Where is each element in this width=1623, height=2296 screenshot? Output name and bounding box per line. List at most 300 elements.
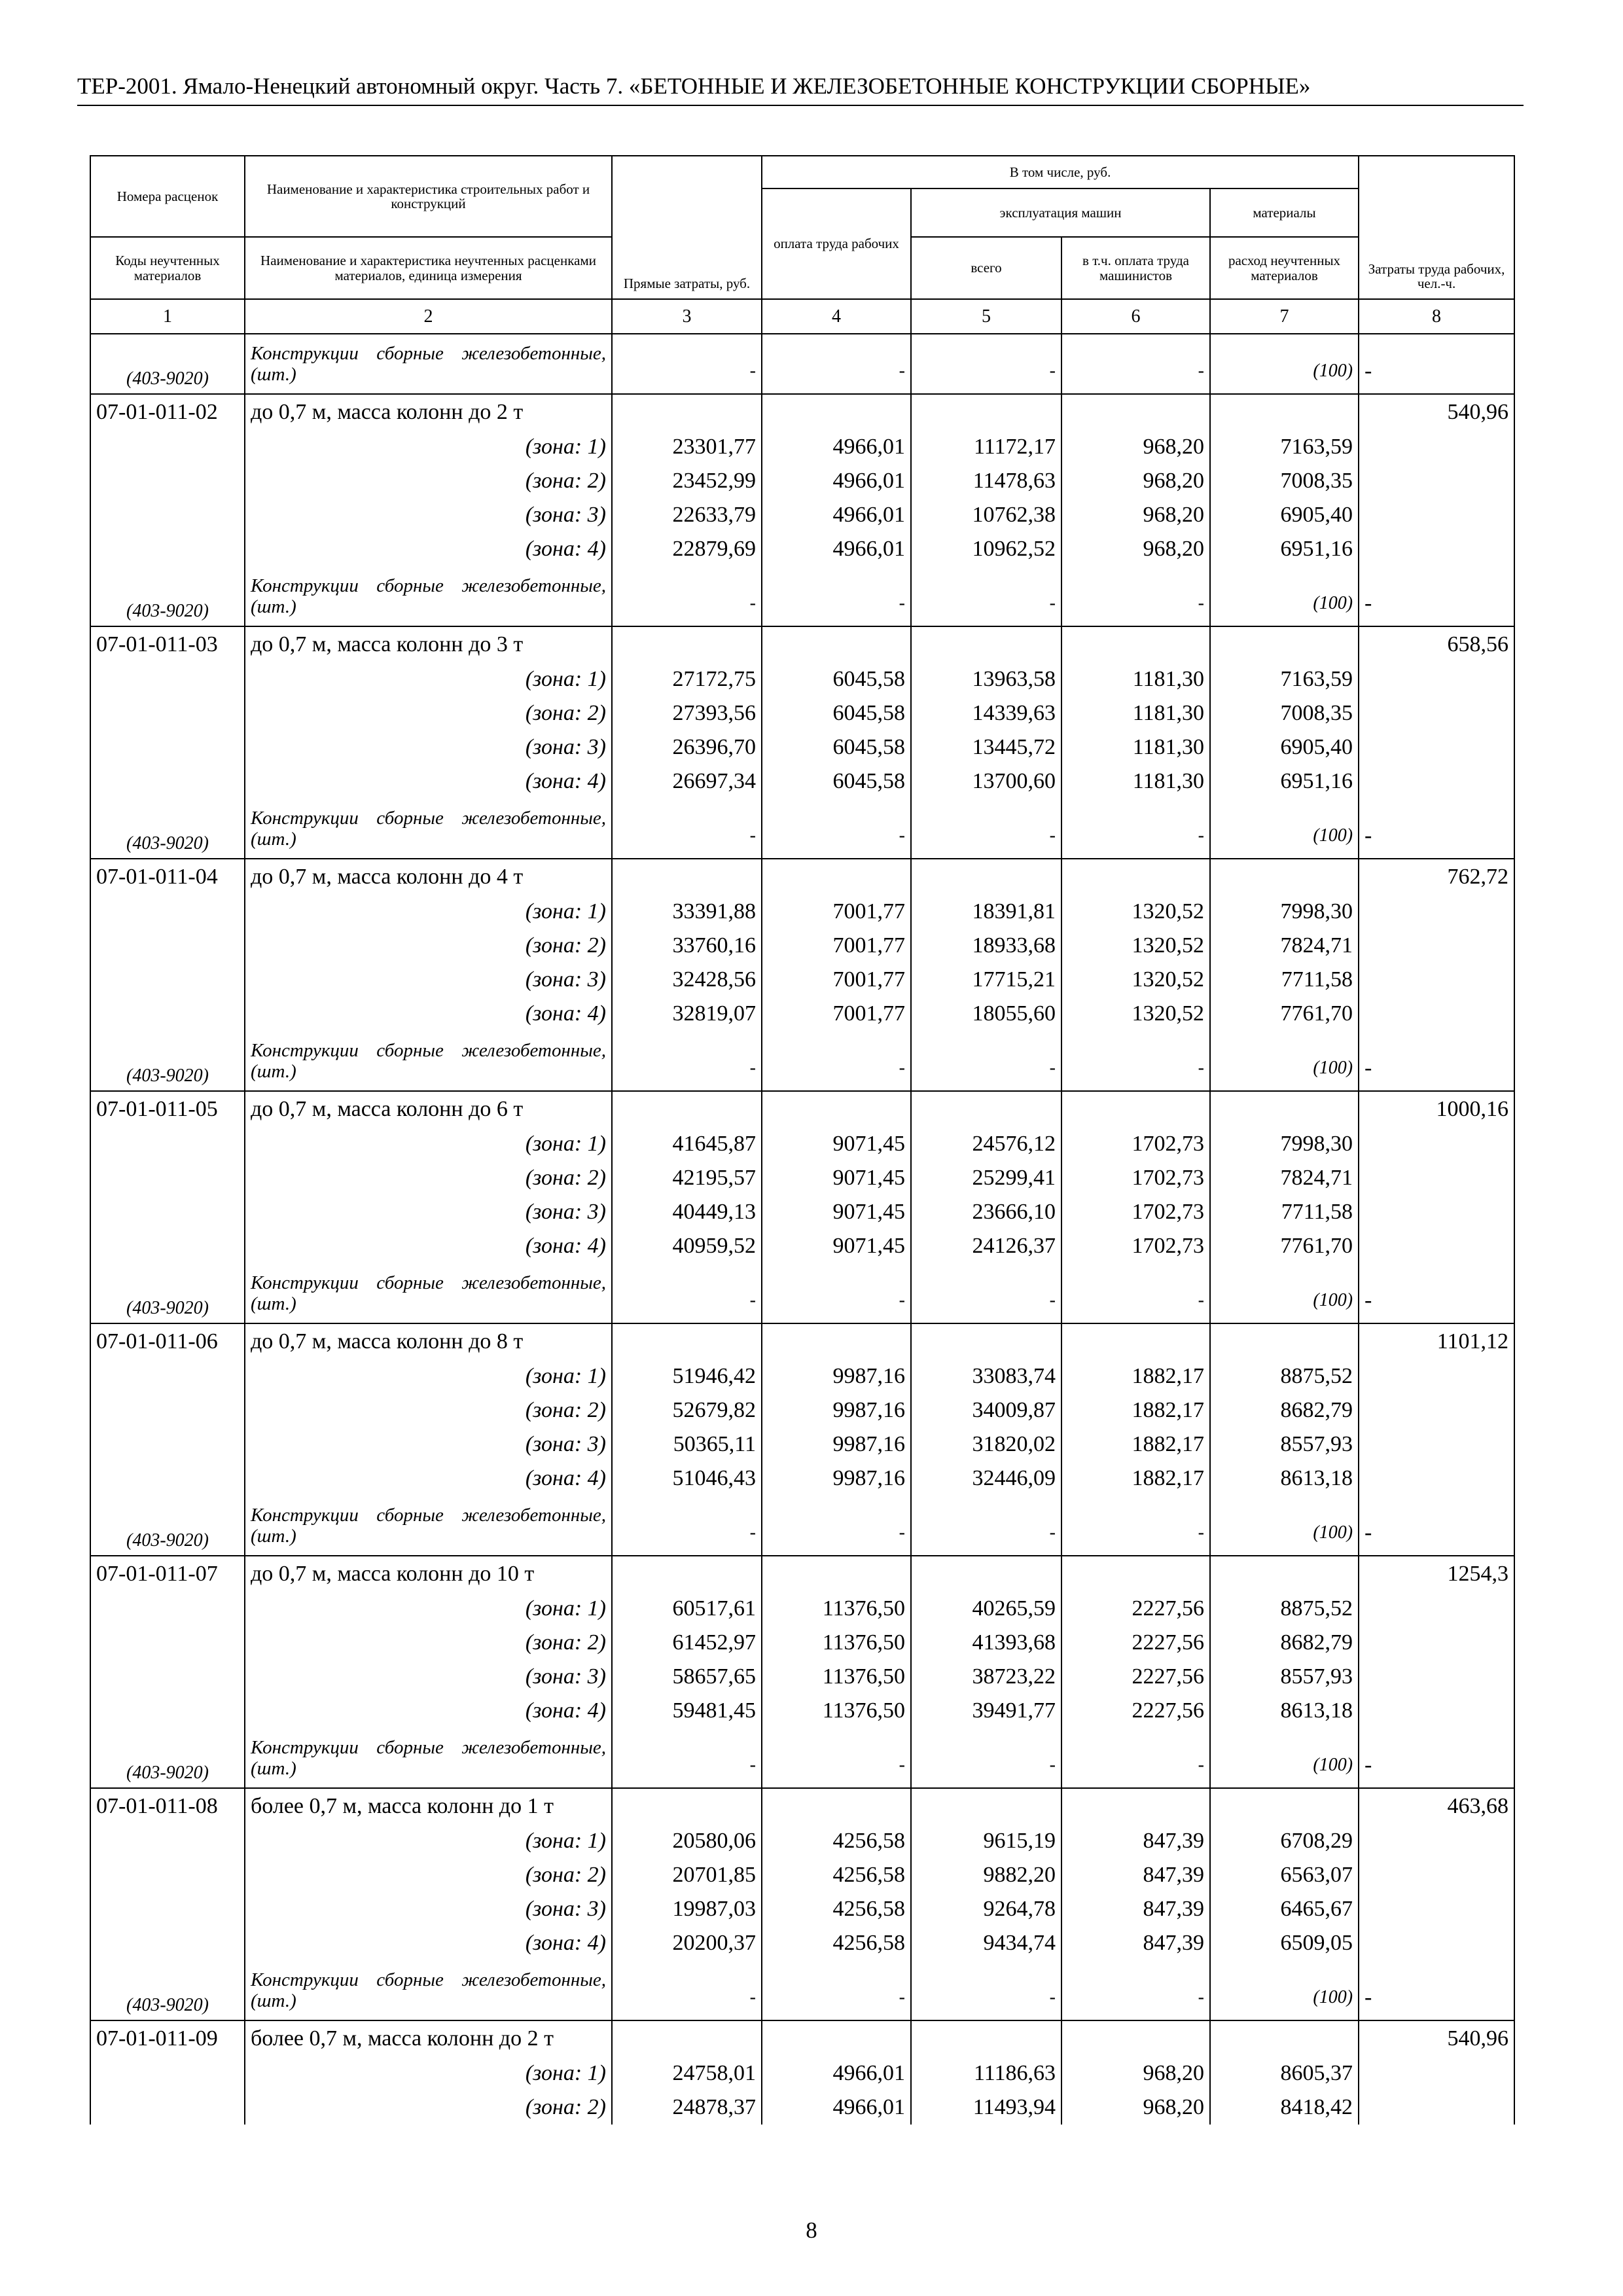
empty-cell bbox=[90, 1161, 245, 1195]
empty-cell bbox=[1359, 1592, 1514, 1626]
labor-costs-value: 540,96 bbox=[1359, 394, 1514, 430]
machinist-pay-value: 968,20 bbox=[1061, 464, 1210, 498]
zone-label: (зона: 3) bbox=[245, 963, 612, 997]
empty-cell bbox=[90, 464, 245, 498]
machines-total-value: 39491,77 bbox=[911, 1694, 1061, 1728]
empty-cell bbox=[1359, 764, 1514, 798]
column-number: 3 bbox=[612, 299, 762, 334]
direct-costs-value: - bbox=[612, 334, 762, 394]
machines-total-value: 32446,09 bbox=[911, 1462, 1061, 1496]
empty-cell bbox=[90, 963, 245, 997]
zone-row bbox=[90, 662, 1514, 696]
materials-value: 7998,30 bbox=[1210, 1127, 1359, 1161]
empty-cell bbox=[90, 1462, 245, 1496]
direct-costs-value: 42195,57 bbox=[612, 1161, 762, 1195]
zone-row bbox=[90, 2090, 1514, 2125]
labor-costs-value: - bbox=[1359, 334, 1514, 394]
machinist-pay-value: 1702,73 bbox=[1061, 1127, 1210, 1161]
empty-cell bbox=[90, 929, 245, 963]
zone-row bbox=[90, 532, 1514, 566]
column-number: 5 bbox=[911, 299, 1061, 334]
zone-label: (зона: 4) bbox=[245, 532, 612, 566]
machinist-pay-value: 847,39 bbox=[1061, 1824, 1210, 1858]
direct-costs-value: - bbox=[612, 566, 762, 626]
zone-label: (зона: 2) bbox=[245, 696, 612, 730]
labor-pay-value: 7001,77 bbox=[762, 929, 911, 963]
machinist-pay-value: - bbox=[1061, 334, 1210, 394]
direct-costs-value: 23301,77 bbox=[612, 430, 762, 464]
zone-label: (зона: 4) bbox=[245, 1462, 612, 1496]
labor-pay-value: 4966,01 bbox=[762, 498, 911, 532]
material-code: (403-9020) bbox=[90, 1960, 245, 2020]
material-row bbox=[90, 334, 1514, 394]
zone-label: (зона: 4) bbox=[245, 997, 612, 1031]
zone-row bbox=[90, 764, 1514, 798]
direct-costs-value: 52679,82 bbox=[612, 1393, 762, 1427]
zone-row bbox=[90, 730, 1514, 764]
rate-code: 07-01-011-06 bbox=[90, 1323, 245, 1359]
labor-pay-value: 9987,16 bbox=[762, 1359, 911, 1393]
empty-cell bbox=[1210, 1323, 1359, 1359]
empty-cell bbox=[90, 532, 245, 566]
empty-cell bbox=[911, 626, 1061, 662]
labor-pay-value: 4256,58 bbox=[762, 1858, 911, 1892]
direct-costs-value: 32819,07 bbox=[612, 997, 762, 1031]
machines-total-value: 33083,74 bbox=[911, 1359, 1061, 1393]
labor-pay-value: - bbox=[762, 798, 911, 859]
machines-total-value: 40265,59 bbox=[911, 1592, 1061, 1626]
machinist-pay-value: - bbox=[1061, 798, 1210, 859]
labor-costs-value: 1000,16 bbox=[1359, 1091, 1514, 1127]
direct-costs-value: 20701,85 bbox=[612, 1858, 762, 1892]
rate-row bbox=[90, 1788, 1514, 1824]
zone-row bbox=[90, 696, 1514, 730]
labor-pay-value: - bbox=[762, 1496, 911, 1556]
empty-cell bbox=[90, 430, 245, 464]
machines-total-value: 34009,87 bbox=[911, 1393, 1061, 1427]
labor-costs-value: 1254,3 bbox=[1359, 1556, 1514, 1592]
empty-cell bbox=[1210, 1788, 1359, 1824]
machines-total-value: 18933,68 bbox=[911, 929, 1061, 963]
materials-value: 8613,18 bbox=[1210, 1694, 1359, 1728]
empty-cell bbox=[1061, 2020, 1210, 2056]
zone-label: (зона: 1) bbox=[245, 1824, 612, 1858]
labor-pay-value: 9071,45 bbox=[762, 1195, 911, 1229]
empty-cell bbox=[911, 394, 1061, 430]
materials-value: 8418,42 bbox=[1210, 2090, 1359, 2125]
header-unaccounted-materials: расход неучтенных материалов bbox=[1210, 237, 1359, 299]
machinist-pay-value: - bbox=[1061, 1496, 1210, 1556]
zone-row bbox=[90, 1926, 1514, 1960]
empty-cell bbox=[1359, 963, 1514, 997]
zone-label: (зона: 3) bbox=[245, 498, 612, 532]
empty-cell bbox=[90, 2056, 245, 2090]
direct-costs-value: 40959,52 bbox=[612, 1229, 762, 1263]
empty-cell bbox=[90, 1229, 245, 1263]
empty-cell bbox=[90, 498, 245, 532]
direct-costs-value: 27172,75 bbox=[612, 662, 762, 696]
labor-pay-value: - bbox=[762, 1031, 911, 1091]
materials-value: 6465,67 bbox=[1210, 1892, 1359, 1926]
material-consumption-value: (100) bbox=[1210, 1960, 1359, 2020]
empty-cell bbox=[762, 394, 911, 430]
machinist-pay-value: - bbox=[1061, 1728, 1210, 1788]
labor-pay-value: 6045,58 bbox=[762, 730, 911, 764]
material-code: (403-9020) bbox=[90, 1263, 245, 1323]
material-name: Конструкции сборные железобетонные, (шт.) bbox=[245, 798, 612, 859]
table-body bbox=[90, 334, 1514, 2125]
materials-value: 7998,30 bbox=[1210, 895, 1359, 929]
machinist-pay-value: 1320,52 bbox=[1061, 963, 1210, 997]
table-header bbox=[90, 156, 1514, 334]
machines-total-value: 9434,74 bbox=[911, 1926, 1061, 1960]
empty-cell bbox=[1359, 1626, 1514, 1660]
machinist-pay-value: 1702,73 bbox=[1061, 1195, 1210, 1229]
empty-cell bbox=[1210, 1091, 1359, 1127]
machinist-pay-value: 1702,73 bbox=[1061, 1229, 1210, 1263]
empty-cell bbox=[1359, 532, 1514, 566]
labor-pay-value: - bbox=[762, 1263, 911, 1323]
empty-cell bbox=[90, 1660, 245, 1694]
direct-costs-value: 20580,06 bbox=[612, 1824, 762, 1858]
zone-label: (зона: 1) bbox=[245, 2056, 612, 2090]
labor-pay-value: 11376,50 bbox=[762, 1660, 911, 1694]
zone-label: (зона: 2) bbox=[245, 1858, 612, 1892]
materials-value: 7761,70 bbox=[1210, 997, 1359, 1031]
machines-total-value: 18055,60 bbox=[911, 997, 1061, 1031]
material-code: (403-9020) bbox=[90, 1496, 245, 1556]
labor-costs-value: - bbox=[1359, 566, 1514, 626]
zone-row bbox=[90, 2056, 1514, 2090]
header-material-codes: Коды неучтенных материалов bbox=[90, 237, 245, 299]
empty-cell bbox=[90, 1824, 245, 1858]
labor-costs-value: 540,96 bbox=[1359, 2020, 1514, 2056]
machines-total-value: 17715,21 bbox=[911, 963, 1061, 997]
zone-row bbox=[90, 1229, 1514, 1263]
zone-row bbox=[90, 464, 1514, 498]
column-number: 2 bbox=[245, 299, 612, 334]
material-name: Конструкции сборные железобетонные, (шт.) bbox=[245, 566, 612, 626]
labor-costs-value: - bbox=[1359, 1728, 1514, 1788]
labor-costs-value: - bbox=[1359, 1263, 1514, 1323]
zone-label: (зона: 2) bbox=[245, 929, 612, 963]
material-code: (403-9020) bbox=[90, 798, 245, 859]
machines-total-value: 10762,38 bbox=[911, 498, 1061, 532]
empty-cell bbox=[90, 662, 245, 696]
machinist-pay-value: 968,20 bbox=[1061, 430, 1210, 464]
empty-cell bbox=[1359, 1229, 1514, 1263]
labor-pay-value: 9071,45 bbox=[762, 1161, 911, 1195]
machines-total-value: 13963,58 bbox=[911, 662, 1061, 696]
material-consumption-value: (100) bbox=[1210, 1496, 1359, 1556]
machines-total-value: 13445,72 bbox=[911, 730, 1061, 764]
material-name: Конструкции сборные железобетонные, (шт.) bbox=[245, 1496, 612, 1556]
machines-total-value: - bbox=[911, 334, 1061, 394]
empty-cell bbox=[1359, 2090, 1514, 2125]
empty-cell bbox=[1359, 1359, 1514, 1393]
labor-costs-value: - bbox=[1359, 1496, 1514, 1556]
rate-description: до 0,7 м, масса колонн до 3 т bbox=[245, 626, 612, 662]
empty-cell bbox=[90, 1694, 245, 1728]
empty-cell bbox=[1061, 626, 1210, 662]
zone-label: (зона: 1) bbox=[245, 895, 612, 929]
direct-costs-value: 61452,97 bbox=[612, 1626, 762, 1660]
zone-label: (зона: 1) bbox=[245, 1359, 612, 1393]
zone-row bbox=[90, 1660, 1514, 1694]
machines-total-value: 25299,41 bbox=[911, 1161, 1061, 1195]
zone-row bbox=[90, 895, 1514, 929]
material-name: Конструкции сборные железобетонные, (шт.) bbox=[245, 1263, 612, 1323]
header-machines: эксплуатация машин bbox=[911, 188, 1210, 237]
column-number: 4 bbox=[762, 299, 911, 334]
zone-row bbox=[90, 498, 1514, 532]
labor-pay-value: 9071,45 bbox=[762, 1229, 911, 1263]
header-divider bbox=[77, 105, 1524, 106]
machines-total-value: 13700,60 bbox=[911, 764, 1061, 798]
material-code: (403-9020) bbox=[90, 334, 245, 394]
materials-value: 8557,93 bbox=[1210, 1427, 1359, 1462]
materials-value: 6563,07 bbox=[1210, 1858, 1359, 1892]
direct-costs-value: 51046,43 bbox=[612, 1462, 762, 1496]
materials-value: 6905,40 bbox=[1210, 498, 1359, 532]
machinist-pay-value: 968,20 bbox=[1061, 2090, 1210, 2125]
labor-pay-value: 4966,01 bbox=[762, 430, 911, 464]
column-number: 7 bbox=[1210, 299, 1359, 334]
machinist-pay-value: 2227,56 bbox=[1061, 1694, 1210, 1728]
zone-row bbox=[90, 1824, 1514, 1858]
material-row bbox=[90, 798, 1514, 859]
empty-cell bbox=[612, 1323, 762, 1359]
labor-pay-value: 11376,50 bbox=[762, 1694, 911, 1728]
column-number: 6 bbox=[1061, 299, 1210, 334]
empty-cell bbox=[1359, 430, 1514, 464]
machines-total-value: - bbox=[911, 1728, 1061, 1788]
machines-total-value: - bbox=[911, 566, 1061, 626]
direct-costs-value: - bbox=[612, 1263, 762, 1323]
empty-cell bbox=[1359, 1195, 1514, 1229]
labor-costs-value: 1101,12 bbox=[1359, 1323, 1514, 1359]
header-rate-numbers: Номера расценок bbox=[90, 156, 245, 237]
machinist-pay-value: - bbox=[1061, 566, 1210, 626]
empty-cell bbox=[762, 859, 911, 895]
empty-cell bbox=[762, 2020, 911, 2056]
machines-total-value: - bbox=[911, 1031, 1061, 1091]
labor-costs-value: 658,56 bbox=[1359, 626, 1514, 662]
zone-row bbox=[90, 1592, 1514, 1626]
direct-costs-value: 19987,03 bbox=[612, 1892, 762, 1926]
header-including: В том числе, руб. bbox=[762, 156, 1359, 188]
labor-pay-value: 9987,16 bbox=[762, 1427, 911, 1462]
rate-description: до 0,7 м, масса колонн до 4 т bbox=[245, 859, 612, 895]
empty-cell bbox=[612, 1788, 762, 1824]
labor-pay-value: - bbox=[762, 334, 911, 394]
materials-value: 8605,37 bbox=[1210, 2056, 1359, 2090]
labor-pay-value: 4966,01 bbox=[762, 2056, 911, 2090]
zone-label: (зона: 1) bbox=[245, 430, 612, 464]
empty-cell bbox=[1210, 859, 1359, 895]
direct-costs-value: - bbox=[612, 1728, 762, 1788]
empty-cell bbox=[90, 2090, 245, 2125]
machines-total-value: 9882,20 bbox=[911, 1858, 1061, 1892]
empty-cell bbox=[1061, 1323, 1210, 1359]
machinist-pay-value: 1882,17 bbox=[1061, 1462, 1210, 1496]
machinist-pay-value: 1320,52 bbox=[1061, 997, 1210, 1031]
empty-cell bbox=[1061, 1556, 1210, 1592]
empty-cell bbox=[1359, 1926, 1514, 1960]
direct-costs-value: 20200,37 bbox=[612, 1926, 762, 1960]
zone-row bbox=[90, 1359, 1514, 1393]
material-code: (403-9020) bbox=[90, 566, 245, 626]
header-material-name: Наименование и характеристика неучтенных расценками материалов, единица измерения bbox=[245, 237, 612, 299]
machinist-pay-value: 1882,17 bbox=[1061, 1359, 1210, 1393]
material-code: (403-9020) bbox=[90, 1031, 245, 1091]
zone-row bbox=[90, 997, 1514, 1031]
material-name: Конструкции сборные железобетонные, (шт.) bbox=[245, 1728, 612, 1788]
material-name: Конструкции сборные железобетонные, (шт.) bbox=[245, 1960, 612, 2020]
direct-costs-value: 33760,16 bbox=[612, 929, 762, 963]
direct-costs-value: - bbox=[612, 1960, 762, 2020]
empty-cell bbox=[612, 2020, 762, 2056]
header-machines-total: всего bbox=[911, 237, 1061, 299]
empty-cell bbox=[90, 1858, 245, 1892]
materials-value: 6708,29 bbox=[1210, 1824, 1359, 1858]
empty-cell bbox=[1061, 859, 1210, 895]
zone-row bbox=[90, 1127, 1514, 1161]
materials-value: 7163,59 bbox=[1210, 430, 1359, 464]
zone-row bbox=[90, 963, 1514, 997]
machinist-pay-value: - bbox=[1061, 1960, 1210, 2020]
labor-pay-value: 4256,58 bbox=[762, 1926, 911, 1960]
empty-cell bbox=[90, 1427, 245, 1462]
empty-cell bbox=[612, 859, 762, 895]
material-consumption-value: (100) bbox=[1210, 1263, 1359, 1323]
machines-total-value: 23666,10 bbox=[911, 1195, 1061, 1229]
direct-costs-value: 59481,45 bbox=[612, 1694, 762, 1728]
column-number: 8 bbox=[1359, 299, 1514, 334]
empty-cell bbox=[90, 730, 245, 764]
header-work-name: Наименование и характеристика строительных работ и конструкций bbox=[245, 156, 612, 237]
empty-cell bbox=[90, 1926, 245, 1960]
direct-costs-value: - bbox=[612, 1031, 762, 1091]
direct-costs-value: 27393,56 bbox=[612, 696, 762, 730]
machines-total-value: - bbox=[911, 798, 1061, 859]
direct-costs-value: 33391,88 bbox=[612, 895, 762, 929]
machinist-pay-value: 1702,73 bbox=[1061, 1161, 1210, 1195]
materials-value: 7008,35 bbox=[1210, 696, 1359, 730]
labor-pay-value: - bbox=[762, 1960, 911, 2020]
rate-row bbox=[90, 1556, 1514, 1592]
material-row bbox=[90, 1031, 1514, 1091]
direct-costs-value: 40449,13 bbox=[612, 1195, 762, 1229]
rate-code: 07-01-011-05 bbox=[90, 1091, 245, 1127]
machines-total-value: 11478,63 bbox=[911, 464, 1061, 498]
materials-value: 7761,70 bbox=[1210, 1229, 1359, 1263]
materials-value: 7824,71 bbox=[1210, 1161, 1359, 1195]
labor-pay-value: - bbox=[762, 566, 911, 626]
empty-cell bbox=[762, 1788, 911, 1824]
empty-cell bbox=[762, 626, 911, 662]
rate-code: 07-01-011-03 bbox=[90, 626, 245, 662]
machinist-pay-value: 847,39 bbox=[1061, 1926, 1210, 1960]
machinist-pay-value: 2227,56 bbox=[1061, 1626, 1210, 1660]
machinist-pay-value: 1320,52 bbox=[1061, 895, 1210, 929]
materials-value: 7711,58 bbox=[1210, 1195, 1359, 1229]
empty-cell bbox=[90, 1592, 245, 1626]
materials-value: 6509,05 bbox=[1210, 1926, 1359, 1960]
empty-cell bbox=[1359, 1393, 1514, 1427]
empty-cell bbox=[762, 1091, 911, 1127]
rate-code: 07-01-011-08 bbox=[90, 1788, 245, 1824]
labor-pay-value: 6045,58 bbox=[762, 662, 911, 696]
machinist-pay-value: 2227,56 bbox=[1061, 1592, 1210, 1626]
rate-row bbox=[90, 626, 1514, 662]
zone-row bbox=[90, 1892, 1514, 1926]
direct-costs-value: 23452,99 bbox=[612, 464, 762, 498]
empty-cell bbox=[1359, 997, 1514, 1031]
zone-row bbox=[90, 1393, 1514, 1427]
machines-total-value: 41393,68 bbox=[911, 1626, 1061, 1660]
material-name: Конструкции сборные железобетонные, (шт.) bbox=[245, 334, 612, 394]
empty-cell bbox=[911, 1788, 1061, 1824]
empty-cell bbox=[1210, 394, 1359, 430]
materials-value: 7163,59 bbox=[1210, 662, 1359, 696]
material-row bbox=[90, 1960, 1514, 2020]
labor-pay-value: 9987,16 bbox=[762, 1462, 911, 1496]
materials-value: 7824,71 bbox=[1210, 929, 1359, 963]
machinist-pay-value: 1882,17 bbox=[1061, 1427, 1210, 1462]
machines-total-value: 10962,52 bbox=[911, 532, 1061, 566]
zone-label: (зона: 3) bbox=[245, 1427, 612, 1462]
labor-pay-value: 7001,77 bbox=[762, 895, 911, 929]
empty-cell bbox=[1210, 2020, 1359, 2056]
empty-cell bbox=[90, 1626, 245, 1660]
zone-label: (зона: 3) bbox=[245, 1892, 612, 1926]
direct-costs-value: 26396,70 bbox=[612, 730, 762, 764]
direct-costs-value: - bbox=[612, 798, 762, 859]
machines-total-value: 31820,02 bbox=[911, 1427, 1061, 1462]
empty-cell bbox=[1359, 1694, 1514, 1728]
direct-costs-value: 60517,61 bbox=[612, 1592, 762, 1626]
labor-costs-value: 463,68 bbox=[1359, 1788, 1514, 1824]
rate-description: более 0,7 м, масса колонн до 2 т bbox=[245, 2020, 612, 2056]
zone-row bbox=[90, 1161, 1514, 1195]
zone-label: (зона: 1) bbox=[245, 662, 612, 696]
labor-pay-value: 9071,45 bbox=[762, 1127, 911, 1161]
rate-row bbox=[90, 394, 1514, 430]
empty-cell bbox=[90, 1195, 245, 1229]
empty-cell bbox=[612, 394, 762, 430]
empty-cell bbox=[911, 2020, 1061, 2056]
direct-costs-value: 24758,01 bbox=[612, 2056, 762, 2090]
machinist-pay-value: 1181,30 bbox=[1061, 662, 1210, 696]
zone-row bbox=[90, 1858, 1514, 1892]
empty-cell bbox=[90, 1892, 245, 1926]
rate-code: 07-01-011-07 bbox=[90, 1556, 245, 1592]
materials-value: 6951,16 bbox=[1210, 764, 1359, 798]
empty-cell bbox=[612, 1556, 762, 1592]
zone-row bbox=[90, 1462, 1514, 1496]
material-row bbox=[90, 1263, 1514, 1323]
empty-cell bbox=[1359, 498, 1514, 532]
zone-label: (зона: 1) bbox=[245, 1127, 612, 1161]
empty-cell bbox=[911, 1556, 1061, 1592]
labor-pay-value: 4256,58 bbox=[762, 1892, 911, 1926]
empty-cell bbox=[90, 1127, 245, 1161]
empty-cell bbox=[1359, 696, 1514, 730]
empty-cell bbox=[90, 997, 245, 1031]
material-code: (403-9020) bbox=[90, 1728, 245, 1788]
machines-total-value: 18391,81 bbox=[911, 895, 1061, 929]
